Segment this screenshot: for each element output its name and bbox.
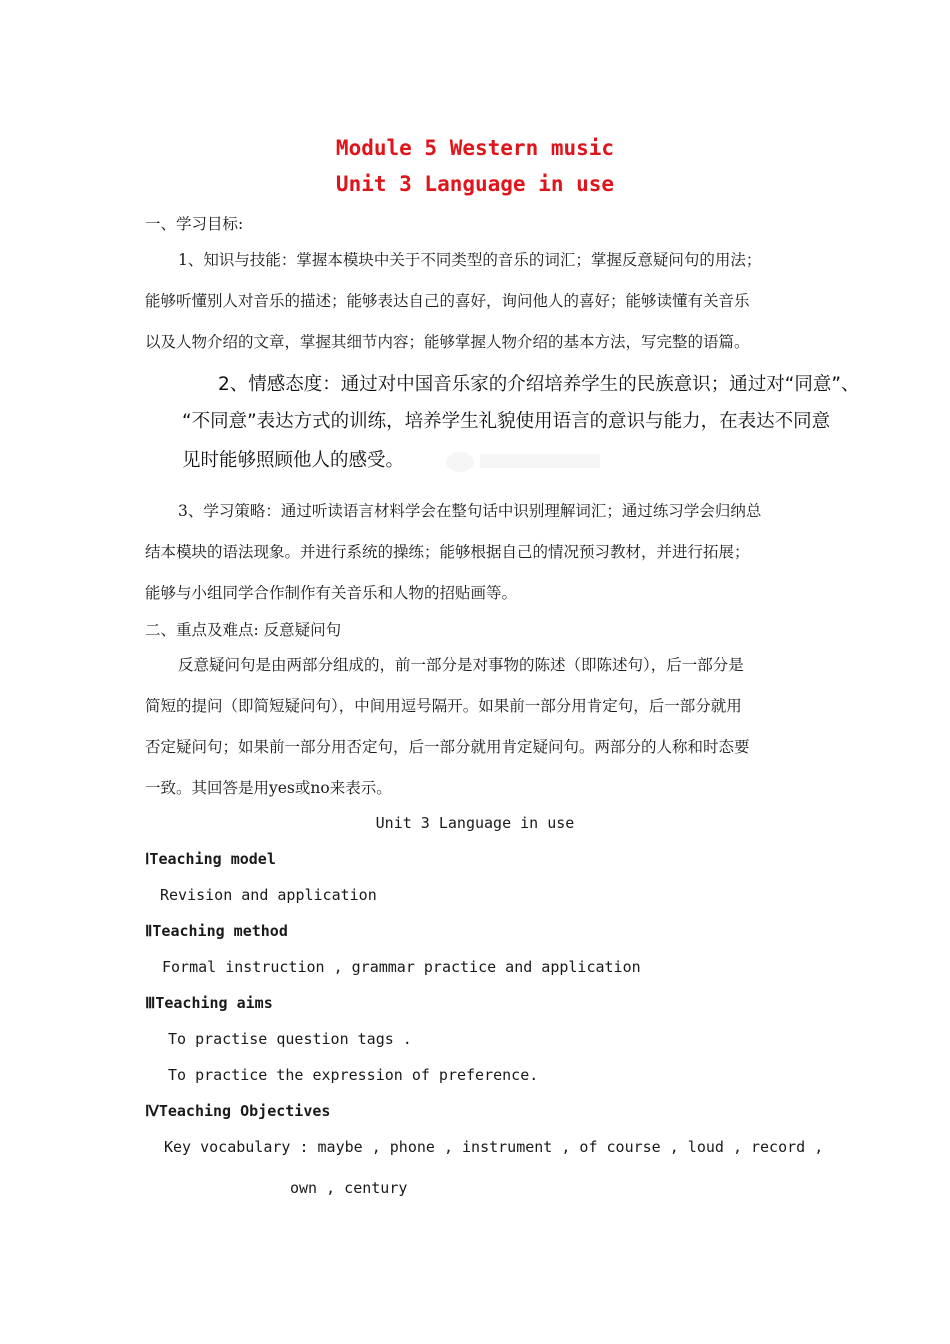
paragraph-line: 以及人物介绍的文章，掌握其细节内容；能够掌握人物介绍的基本方法，写完整的语篇。 [145, 333, 750, 351]
watermark [440, 440, 610, 480]
section-heading-objectives: 一、学习目标: [145, 215, 244, 233]
paragraph-line: 反意疑问句是由两部分组成的，前一部分是对事物的陈述（即陈述句），后一部分是 [178, 656, 744, 674]
key-vocabulary-line: Key vocabulary : maybe , phone , instrument , of course , loud , record , [164, 1138, 824, 1156]
unit-subtitle: Unit 3 Language in use [375, 814, 575, 832]
paragraph-line: 结本模块的语法现象。并进行系统的操练；能够根据自己的情况预习教材，并进行拓展； [145, 543, 750, 561]
paragraph-line: “不同意”表达方式的训练，培养学生礼貌使用语言的意识与能力，在表达不同意 [182, 411, 831, 432]
teaching-objectives-heading: ⅣTeaching Objectives [145, 1102, 331, 1120]
key-vocabulary-line: own , century [290, 1179, 408, 1197]
module-title: Module 5 Western music [335, 136, 615, 160]
paragraph-line: 能够与小组同学合作制作有关音乐和人物的招贴画等。 [145, 584, 518, 602]
teaching-method-heading: ⅡTeaching method [145, 922, 288, 940]
unit-title: Unit 3 Language in use [335, 172, 615, 196]
teaching-model-heading: ⅠTeaching model [145, 850, 276, 868]
teaching-aims-heading: ⅢTeaching aims [145, 994, 273, 1012]
teaching-aims-item: To practise question tags . [168, 1030, 412, 1048]
paragraph-line: 能够听懂别人对音乐的描述；能够表达自己的喜好，询问他人的喜好；能够读懂有关音乐 [145, 292, 750, 310]
paragraph-line: 见时能够照顾他人的感受。 [182, 450, 405, 471]
paragraph-line: 2、情感态度：通过对中国音乐家的介绍培养学生的民族意识；通过对“同意”、 [218, 374, 860, 395]
teaching-model-text: Revision and application [160, 886, 377, 904]
paragraph-line: 3、学习策略：通过听读语言材料学会在整句话中识别理解词汇；通过练习学会归纳总 [178, 502, 762, 520]
teaching-aims-item: To practice the expression of preference. [168, 1066, 539, 1084]
paragraph-line: 否定疑问句；如果前一部分用否定句，后一部分就用肯定疑问句。两部分的人称和时态要 [145, 738, 750, 756]
section-heading-key-points: 二、重点及难点: 反意疑问句 [145, 621, 342, 639]
teaching-method-text: Formal instruction , grammar practice and application [162, 958, 641, 976]
paragraph-line: 简短的提问（即简短疑问句），中间用逗号隔开。如果前一部分用肯定句，后一部分就用 [145, 697, 742, 715]
paragraph-line: 一致。其回答是用yes或no来表示。 [145, 779, 392, 797]
paragraph-line: 1、知识与技能：掌握本模块中关于不同类型的音乐的词汇；掌握反意疑问句的用法； [178, 251, 762, 269]
